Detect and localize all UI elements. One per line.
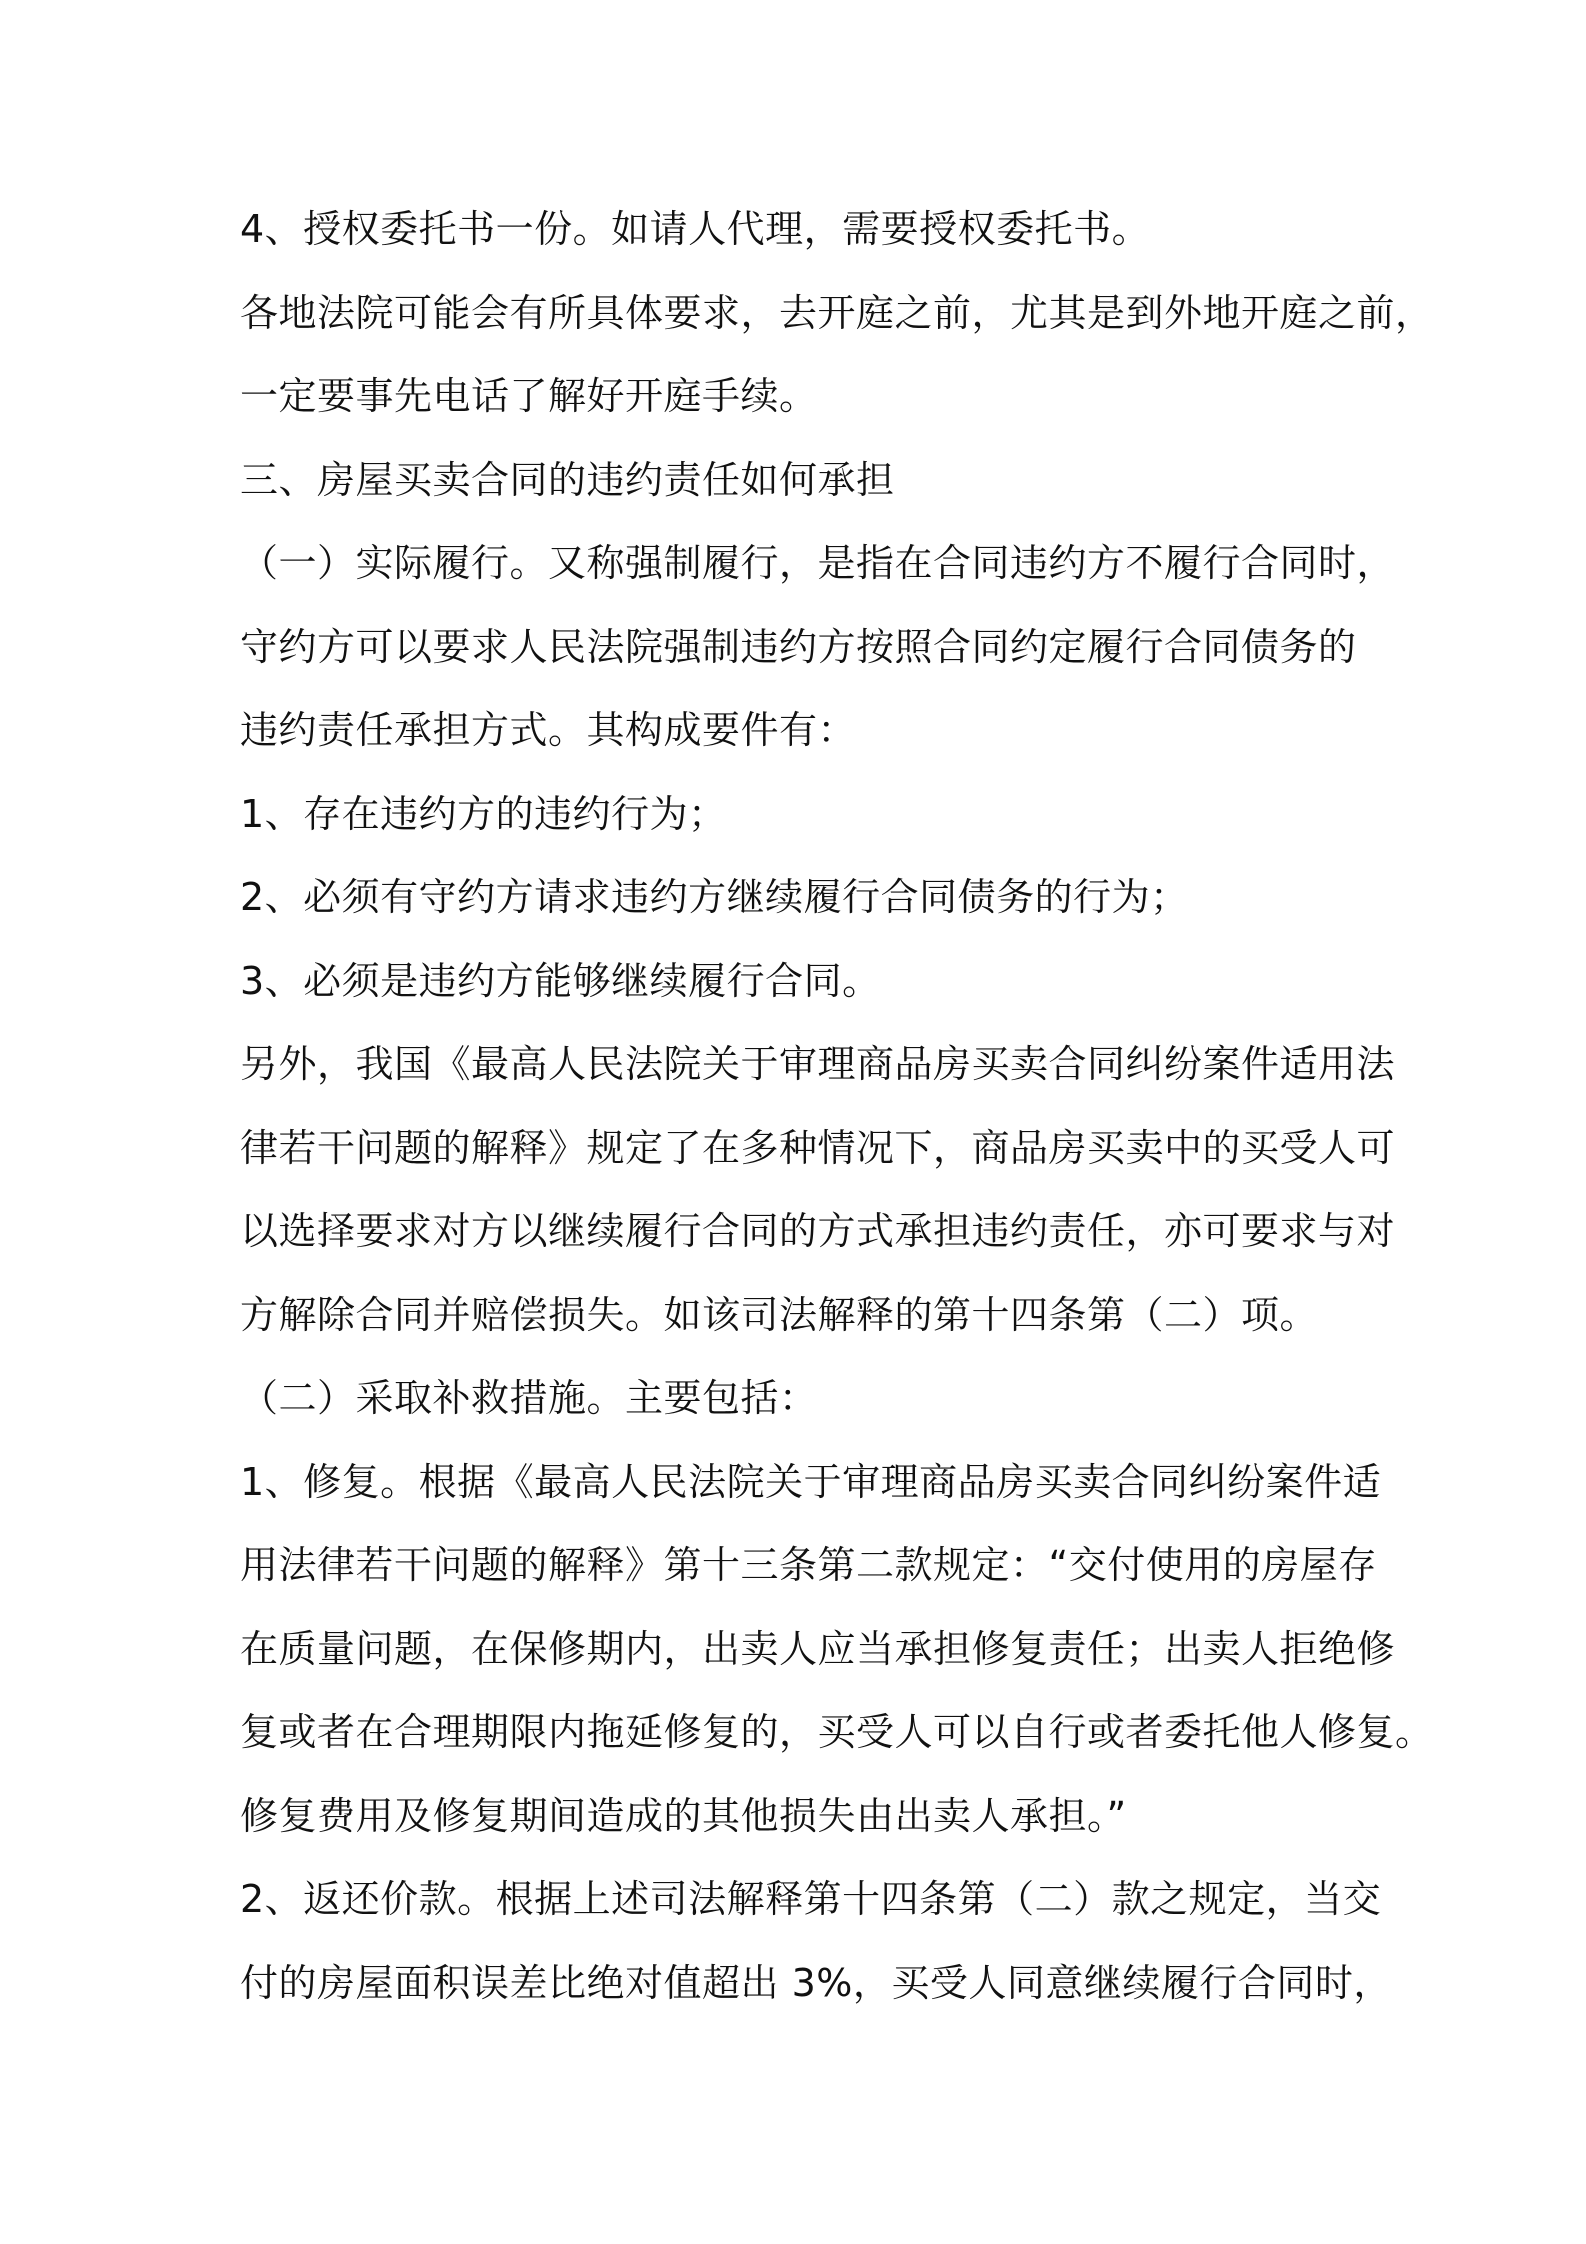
text-line: 一定要事先电话了解好开庭手续。	[240, 374, 818, 418]
text-line: 2、返还价款。根据上述司法解释第十四条第（二）款之规定，当交	[240, 1877, 1382, 1921]
text-line: 违约责任承担方式。其构成要件有：	[240, 708, 857, 752]
text-line: 方解除合同并赔偿损失。如该司法解释的第十四条第（二）项。	[240, 1292, 1319, 1337]
text-line: 在质量问题，在保修期内，出卖人应当承担修复责任；出卖人拒绝修	[240, 1626, 1396, 1671]
text-line: 另外，我国《最高人民法院关于审理商品房买卖合同纠纷案件适用法	[240, 1042, 1396, 1086]
list-item: 2、必须有守约方请求违约方继续履行合同债务的行为；	[240, 875, 1189, 919]
section-heading: 三、房屋买卖合同的违约责任如何承担	[240, 457, 895, 502]
text-line: 4、授权委托书一份。如请人代理，需要授权委托书。	[240, 207, 1151, 251]
text-line: 守约方可以要求人民法院强制违约方按照合同约定履行合同债务的	[240, 624, 1357, 669]
text-line: 修复费用及修复期间造成的其他损失由出卖人承担。”	[240, 1793, 1127, 1838]
subsection-heading: （二）采取补救措施。主要包括：	[240, 1376, 818, 1420]
text-line: （一）实际履行。又称强制履行，是指在合同违约方不履行合同时，	[240, 541, 1396, 585]
text-line: 各地法院可能会有所具体要求，去开庭之前，尤其是到外地开庭之前，	[240, 290, 1434, 335]
text-line: 用法律若干问题的解释》第十三条第二款规定：“交付使用的房屋存	[240, 1543, 1377, 1587]
document-body	[240, 188, 1434, 2025]
text-line: 复或者在合理期限内拖延修复的，买受人可以自行或者委托他人修复。	[240, 1710, 1434, 1754]
list-item: 1、存在违约方的违约行为；	[240, 791, 727, 836]
text-line: 律若干问题的解释》规定了在多种情况下，商品房买卖中的买受人可	[240, 1125, 1396, 1170]
text-line: 以选择要求对方以继续履行合同的方式承担违约责任，亦可要求与对	[240, 1209, 1396, 1253]
text-line: 付的房屋面积误差比绝对值超出 3%，买受人同意继续履行合同时，	[240, 1960, 1392, 2005]
list-item: 3、必须是违约方能够继续履行合同。	[240, 958, 881, 1003]
text-line: 1、修复。根据《最高人民法院关于审理商品房买卖合同纠纷案件适	[240, 1459, 1382, 1504]
